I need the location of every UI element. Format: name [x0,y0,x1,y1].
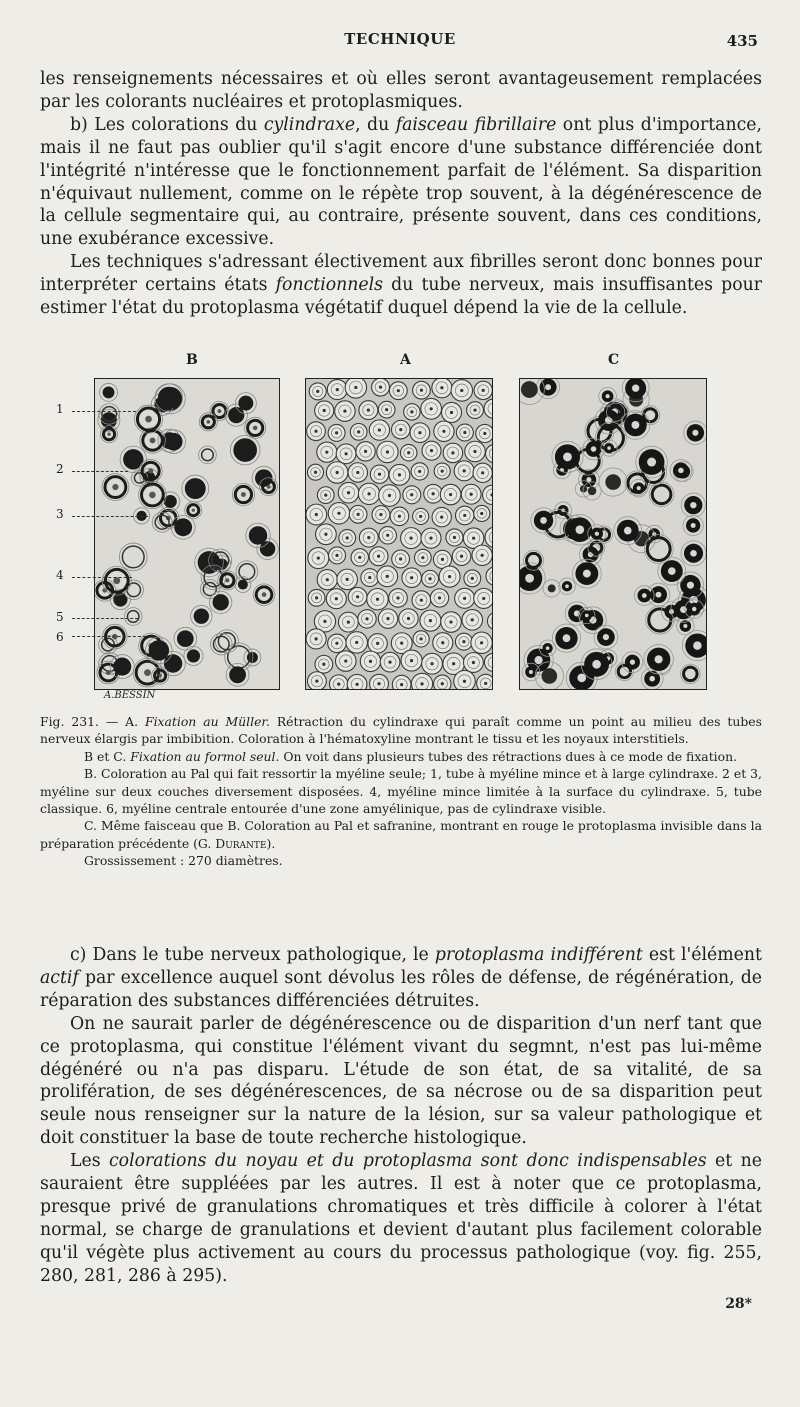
micrograph-a-image [306,379,492,689]
caption-paragraph: Grossissement : 270 diamètres. [84,853,283,869]
micrograph-a [305,378,493,690]
paragraph: les renseignements nécessaires et où elles seront avantageusement remplacées par les colorants nucléaires et protoplasmiques. [40,69,762,112]
panel-label-b: B [186,352,198,368]
paragraph: Les techniques s'adressant électivement aux fibrilles seront donc bonnes pour interpréter certains états fonctionnels du tube nerveux, mais insuffisantes pour estimer l'état du protoplasma végétatif duquel dépend la vie de la cellule. [40,252,762,319]
running-title: TECHNIQUE [344,30,456,48]
pointer-label-3: 3 [56,507,64,521]
pointer-label-4: 4 [56,568,64,582]
figure-231 [40,352,762,708]
paragraph: On ne saurait parler de dégénérescence ou de disparition d'un nerf tant que ce protoplasma, qui constitue l'élément vivant du segmnt, n'est pas lui-même dégénéré ou n'a pas disparu. L'étude de son état, de sa vitalité, de sa prolifération, de ses dégénérescences, de sa nécrose ou de sa disparition peut seule nous renseigner sur la nature de la lésion, sur sa valeur pathologique et doit constituer la base de toute recherche histologique. [40,1013,762,1149]
caption-paragraph: B. Coloration au Pal qui fait ressortir la myéline seule; 1, tube à myéline mince et à large cylindraxe. 2 et 3, myéline sur deux couches diversement disposées. 4, myéline mince limitée à la surface du cylindraxe. 5, tube classique. 6, myéline centrale entourée d'une zone amyélinique, pas de cylindraxe visible. [40,766,762,817]
pointer-label-6: 6 [56,630,64,644]
pointer-line [72,636,146,637]
pointer-line [72,618,138,619]
figure-caption [40,713,762,870]
running-head [40,30,760,52]
micrograph-b-image [95,379,279,689]
micrograph-b [94,378,280,690]
body-text-bottom [40,944,762,1288]
caption-paragraph: Fig. 231. — A. Fixation au Müller. Rétraction du cylindraxe qui paraît comme un point au milieu des tubes nerveux élargis par imbibition. Coloration à l'hématoxyline montrant le tissu et les noyaux interstitiels. [40,714,762,747]
pointer-line [72,516,148,517]
caption-paragraph: C. Même faisceau que B. Coloration au Pal et safranine, montrant en rouge le protoplasma invisible dans la préparation précédente (G. Durante). [40,818,762,851]
page-number: 435 [726,32,758,50]
body-text-top [40,68,762,320]
pointer-label-2: 2 [56,462,64,476]
pointer-line [72,471,128,472]
micrograph-c-image [520,379,706,689]
pointer-label-5: 5 [56,610,64,624]
micrograph-c [519,378,707,690]
caption-paragraph: B et C. Fixation au formol seul. On voit dans plusieurs tubes des rétractions dues à ce mode de fixation. [84,748,738,764]
paragraph: Les colorations du noyau et du protoplasma sont donc indispensables et ne sauraient être suppléées par les autres. Il est à noter que ce protoplasma, presque privé de granulations chromatiques et très difficile à colorer à l'état normal, se charge de granulations et devient d'autant plus facilement colorable qu'il végète plus activement au cours du processus pathologique (voy. fig. 255, 280, 281, 286 à 295). [40,1151,762,1286]
panel-label-c: C [608,352,620,368]
signature-mark: 28* [725,1296,752,1312]
pointer-label-1: 1 [56,402,64,416]
paragraph: c) Dans le tube nerveux pathologique, le protoplasma indifférent est l'élément actif par excellence auquel sont dévolus les rôles de défense, de régénération, de réparation des substances différenciées détruites. [40,945,762,1011]
panel-label-a: A [400,352,411,368]
paragraph: b) Les colorations du cylindraxe, du faisceau fibrillaire ont plus d'importance, mais il ne faut pas oublier qu'il s'agit encore d'une substance différenciée dont l'intégrité n'intéresse que le fonctionnement parfait de l'élément. Sa disparition n'équivaut nullement, comme on le répète trop souvent, à la dégénérescence de la cellule segmentaire qui, au contraire, présente souvent, dans ces conditions, une exubérance excessive. [40,114,762,250]
illustrator-signature: A.BESSIN [104,690,156,701]
pointer-line [72,577,132,578]
pointer-line [72,411,136,412]
